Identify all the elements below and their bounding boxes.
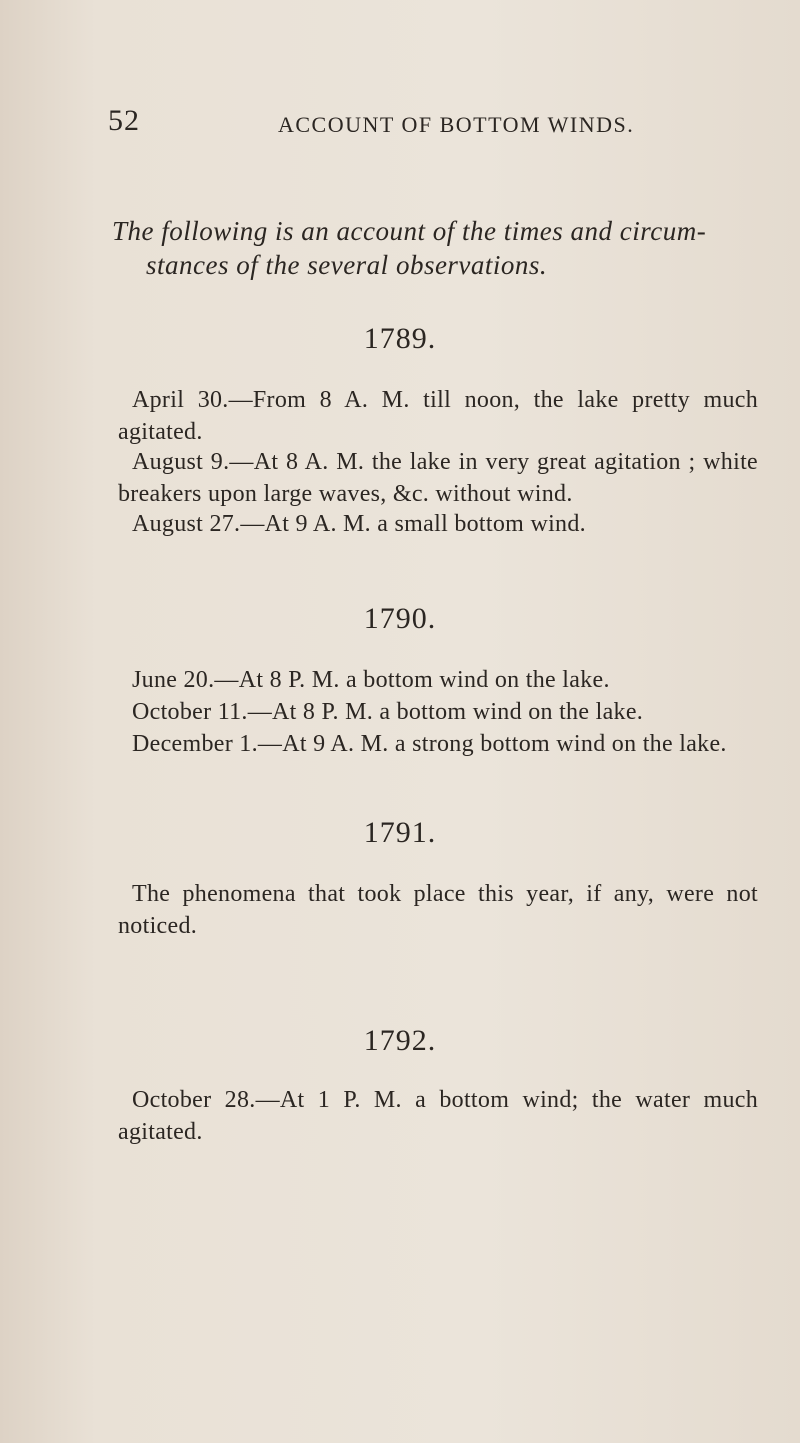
intro-line-2: stances of the several observations. (146, 250, 548, 280)
entry-august-9 (118, 446, 758, 510)
entry-text: August 27.—At 9 A. M. a small bottom wind. (132, 511, 586, 537)
entry-text: December 1.—At 9 A. M. a strong bottom wind on the lake. (132, 731, 727, 757)
entry-text: October 11.—At 8 P. M. a bottom wind on the lake. (132, 699, 644, 725)
entry-text: June 20.—At 8 P. M. a bottom wind on the lake. (132, 667, 610, 693)
entry-continuation: agitated. (118, 1119, 203, 1145)
entry-october-11 (118, 696, 758, 728)
entry-october-28 (118, 1084, 758, 1148)
entry-text: The phenomena that took place this year, if any, were not (132, 881, 758, 907)
year-heading-1791: 1791. (363, 816, 437, 849)
year-heading-1790: 1790. (363, 602, 437, 635)
entry-text: October 28.—At 1 P. M. a bottom wind; the water much (132, 1087, 758, 1113)
entry-text: August 9.—At 8 A. M. the lake in very great agitation ; white (132, 449, 758, 475)
entry-december-1 (118, 728, 758, 760)
year-heading-1792: 1792. (363, 1024, 437, 1057)
year-heading-1789: 1789. (363, 322, 437, 355)
entry-june-20 (118, 664, 758, 696)
page-number: 52 (108, 104, 140, 137)
entry-1791-note (118, 878, 758, 942)
running-head (108, 104, 748, 144)
entry-august-27 (118, 508, 758, 540)
entry-april-30 (118, 384, 758, 448)
entry-continuation: agitated. (118, 419, 203, 445)
intro-line-1: The following is an account of the times and circum- (112, 216, 707, 246)
entry-continuation: breakers upon large waves, &c. without wind. (118, 481, 573, 507)
intro-paragraph (112, 214, 712, 282)
entry-continuation: noticed. (118, 913, 198, 939)
entry-text: April 30.—From 8 A. M. till noon, the lake pretty much (132, 387, 758, 413)
header-title: ACCOUNT OF BOTTOM WINDS. (278, 112, 635, 137)
